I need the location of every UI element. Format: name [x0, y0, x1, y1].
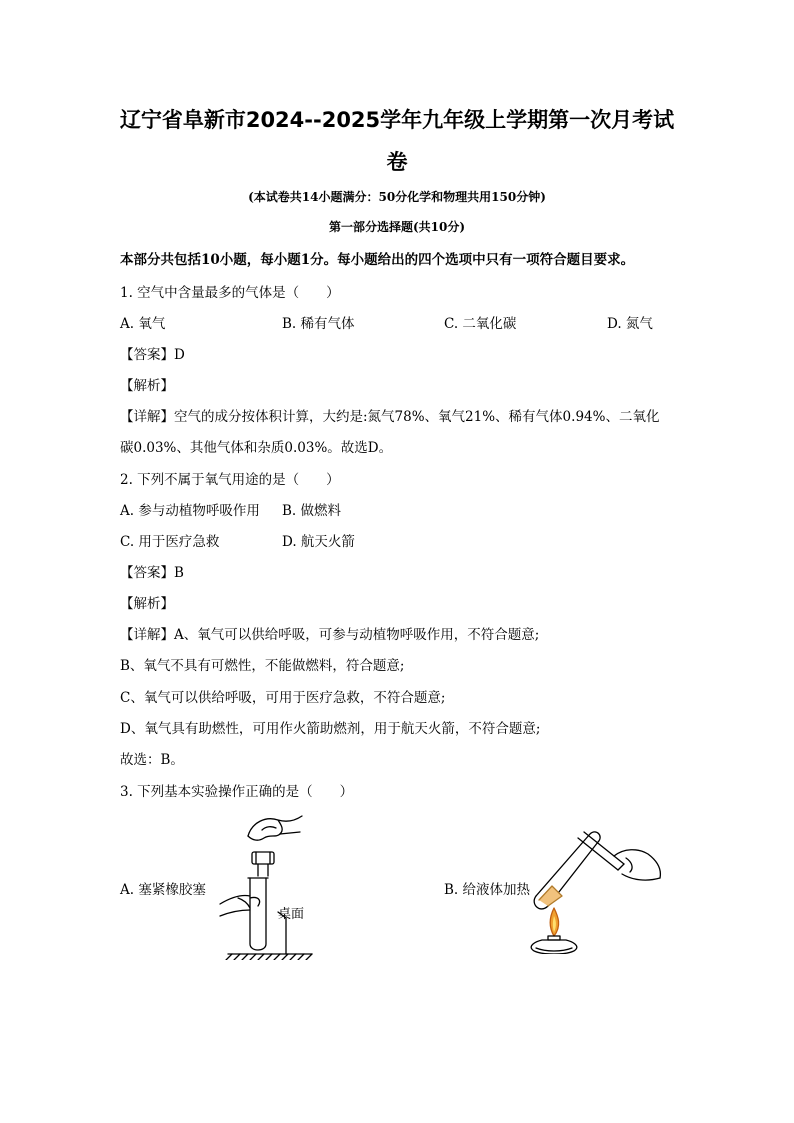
q1-answer: 【答案】D	[120, 347, 185, 363]
q2-option-a: A. 参与动植物呼吸作用	[120, 503, 260, 519]
q1-option-b: B. 稀有气体	[282, 316, 355, 332]
q2-stem: 2. 下列不属于氧气用途的是（ ）	[120, 472, 340, 488]
q2-analysis: 【解析】	[120, 596, 174, 612]
section-title: 第一部分选择题(共10分)	[328, 220, 466, 234]
exam-title-line1: 辽宁省阜新市2024--2025学年九年级上学期第一次月考试	[119, 108, 675, 132]
q2-answer: 【答案】B	[120, 565, 184, 581]
q1-detail-line1: 【详解】空气的成分按体积计算，大约是:氮气78%、氧气21%、稀有气体0.94%、二氧化	[120, 409, 660, 425]
q2-detail-line: D、氧气具有助燃性，可用作火箭助燃剂，用于航天火箭，不符合题意;	[120, 721, 541, 737]
q2-option-c: C. 用于医疗急救	[120, 534, 220, 550]
desk-label: 桌面	[278, 907, 305, 922]
q1-detail-line2: 碳0.03%、其他气体和杂质0.03%。故选D。	[120, 440, 393, 456]
q1-option-a: A. 氧气	[120, 316, 166, 332]
q1-stem: 1. 空气中含量最多的气体是（ ）	[120, 285, 340, 301]
q2-detail-line: 故选：B。	[120, 752, 184, 768]
exam-subtitle: (本试卷共14小题满分：50分化学和物理共用150分钟)	[248, 190, 546, 204]
q1-analysis: 【解析】	[120, 378, 174, 394]
q1-option-c: C. 二氧化碳	[444, 316, 517, 332]
q3-stem: 3. 下列基本实验操作正确的是（ ）	[120, 784, 354, 800]
section-instruction: 本部分共包括10小题，每小题1分。每小题给出的四个选项中只有一项符合题目要求。	[120, 252, 635, 268]
q2-option-b: B. 做燃料	[282, 503, 342, 519]
stopper-test-tube-figure	[218, 808, 314, 960]
q2-detail-line: 【详解】A、氧气可以供给呼吸，可参与动植物呼吸作用，不符合题意;	[120, 627, 540, 643]
q2-detail-line: B、氧气不具有可燃性，不能做燃料，符合题意;	[120, 658, 405, 674]
q3-option-b: B. 给液体加热	[444, 882, 531, 898]
q2-option-d: D. 航天火箭	[282, 534, 355, 550]
q3-option-a: A. 塞紧橡胶塞	[120, 882, 206, 898]
exam-title-line2: 卷	[386, 150, 408, 174]
q1-option-d: D. 氮气	[607, 316, 653, 332]
q2-detail-line: C、氧气可以供给呼吸，可用于医疗急救，不符合题意;	[120, 690, 446, 706]
heating-liquid-figure	[522, 818, 664, 954]
